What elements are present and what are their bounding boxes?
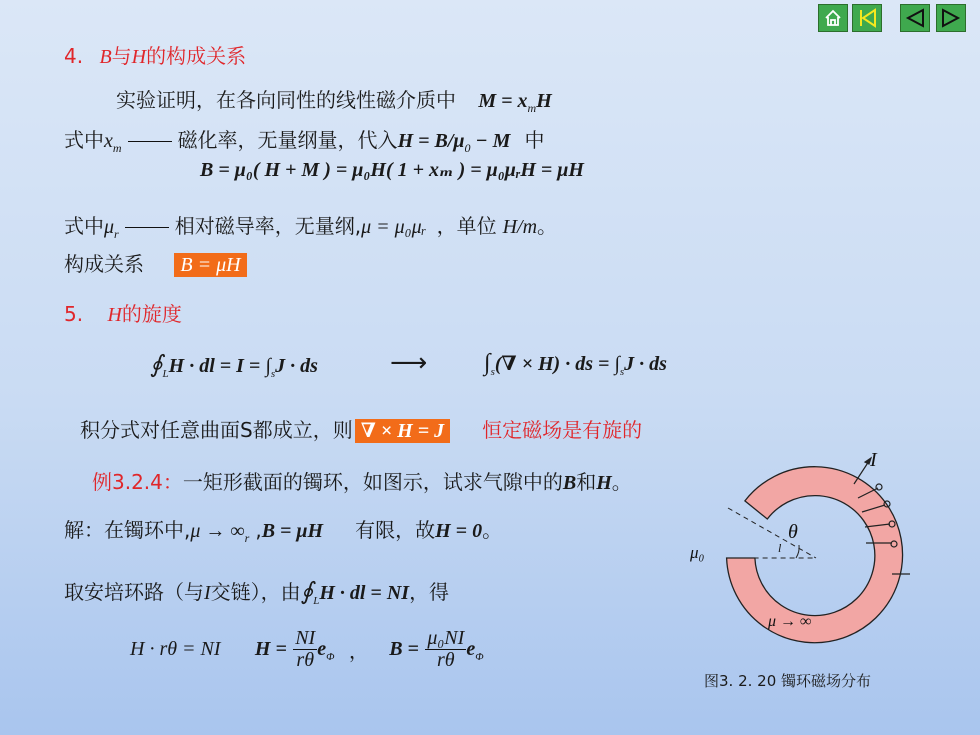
- text: 交链），由: [210, 580, 301, 604]
- subscript: L: [162, 368, 169, 380]
- text: ,: [255, 518, 262, 542]
- symbol-h: H: [131, 46, 147, 68]
- math: H: [596, 472, 612, 494]
- math: H = 0: [435, 520, 483, 542]
- text: 一矩形截面的镯环，如图示，试求气隙中的: [182, 470, 563, 494]
- line-relative-permeability: [64, 210, 557, 242]
- equation-b: B = μ₀( H + M ) = μ₀H( 1 + xₘ ) = μ₀μᵣH = μH: [200, 159, 584, 181]
- highlight-text: 恒定磁场是有旋的: [482, 418, 643, 442]
- unit: H/m: [502, 216, 538, 238]
- text: 构成关系: [64, 252, 144, 276]
- text: 中: [524, 128, 545, 152]
- symbol-h: H: [107, 304, 122, 326]
- fraction: [425, 628, 466, 671]
- curl-box: ∇ × H = J: [355, 419, 450, 443]
- text: 式中: [64, 128, 104, 152]
- dash-rule: [128, 141, 172, 142]
- numerator: NI: [295, 627, 316, 649]
- math: μ: [104, 216, 115, 238]
- text: 和: [576, 470, 597, 494]
- math: H: [536, 90, 552, 112]
- next-icon: [937, 5, 965, 31]
- mu0-label: μ₀: [690, 543, 705, 562]
- subscript: s: [270, 368, 276, 380]
- text: 取安培环路（与: [64, 580, 204, 604]
- subscript: Φ: [326, 651, 335, 663]
- solution-line-1: [64, 514, 502, 546]
- first-page-icon: [853, 5, 881, 31]
- mu-infinity-label: μ → ∞: [768, 613, 812, 630]
- math: J · ds: [624, 353, 667, 375]
- theta-label: θ: [788, 521, 798, 543]
- math: H · dl = NI: [319, 582, 410, 604]
- text: 解：在镯环中,: [64, 518, 191, 542]
- math: H =: [254, 638, 287, 660]
- home-icon: [819, 5, 847, 31]
- toroid-ring: [727, 467, 903, 643]
- text: 。: [611, 470, 632, 494]
- denominator: rθ: [296, 649, 315, 671]
- figure-caption: 图3. 2. 20 镯环磁场分布: [704, 672, 872, 690]
- subscript: L: [313, 595, 320, 607]
- text: 有限，故: [355, 518, 436, 542]
- current-label: I: [870, 449, 877, 471]
- solution-line-2: [64, 576, 449, 607]
- section-number: 5.: [64, 302, 84, 326]
- subscript: m: [112, 141, 122, 155]
- first-page-button[interactable]: [852, 4, 882, 32]
- heading-text: 与: [111, 44, 132, 68]
- constitutive-box: B = μH: [174, 253, 246, 277]
- subscript: Φ: [475, 651, 484, 663]
- numerator: μ₀NI: [427, 627, 465, 649]
- math: I: [204, 582, 211, 604]
- gap-length-label: l: [778, 541, 782, 555]
- example-label: 例3.2.4：: [92, 470, 183, 494]
- line-susceptibility: [64, 124, 544, 156]
- math: ∫: [484, 350, 491, 376]
- section-5-heading: [64, 298, 182, 327]
- math: H · dl = I = ∫: [168, 355, 271, 377]
- text: 磁化率，无量纲量，代入: [177, 128, 398, 152]
- final-equations: [130, 628, 484, 671]
- math: − M: [470, 130, 511, 152]
- text: 。: [482, 518, 503, 542]
- fraction: [293, 628, 317, 671]
- text: 积分式对任意曲面S都成立，则: [80, 418, 353, 442]
- separator: ，: [348, 639, 369, 663]
- math: ∮: [150, 352, 163, 378]
- subscript: s: [490, 366, 495, 378]
- curl-equation-right: [484, 350, 667, 378]
- text: 式中: [64, 214, 104, 238]
- section-4-heading: [64, 40, 246, 69]
- home-button[interactable]: [818, 4, 848, 32]
- math: M = x: [478, 90, 528, 112]
- math: B =: [389, 638, 419, 660]
- gap-dash-line: [728, 508, 816, 558]
- symbol-b: B: [99, 46, 112, 68]
- section-number: 4.: [64, 44, 84, 68]
- subscript: m: [527, 101, 537, 115]
- math: (∇ × H) · ds = ∫: [494, 353, 620, 375]
- math: H · rθ = NI: [130, 638, 221, 660]
- line-constitutive: [64, 248, 247, 277]
- line-curl: [80, 414, 642, 443]
- theta-arc: [796, 545, 799, 558]
- text: 实验证明，在各向同性的线性磁介质中: [116, 88, 456, 112]
- previous-button[interactable]: [900, 4, 930, 32]
- subscript: r: [114, 227, 119, 241]
- text: ，得: [409, 580, 450, 604]
- math: μ → ∞: [190, 520, 245, 542]
- heading-text: 的旋度: [121, 302, 182, 326]
- math: x: [104, 130, 113, 152]
- toroid-figure: [688, 440, 918, 670]
- math: H = B/μ: [397, 130, 465, 152]
- subscript: s: [619, 366, 625, 378]
- text: 。: [537, 214, 558, 238]
- next-button[interactable]: [936, 4, 966, 32]
- denominator: rθ: [437, 649, 455, 671]
- heading-text: 的构成关系: [146, 44, 247, 68]
- line-magnetization: [116, 84, 552, 116]
- curl-equation-left: [150, 350, 318, 380]
- math: ∮: [300, 579, 314, 605]
- subscript: r: [244, 531, 250, 545]
- math: e: [317, 638, 327, 660]
- math: J · ds: [275, 355, 318, 377]
- dash-rule: [125, 227, 169, 228]
- math: B: [562, 472, 577, 494]
- example-line: [92, 466, 632, 495]
- math: B = μH: [261, 520, 324, 542]
- subscript: 0: [464, 141, 471, 155]
- arrow: ⟶: [390, 348, 428, 378]
- text: ，单位: [436, 214, 497, 238]
- math: e: [466, 638, 476, 660]
- math: μ = μ₀μᵣ: [361, 216, 427, 238]
- previous-icon: [901, 5, 929, 31]
- text: 相对磁导率，无量纲,: [174, 214, 362, 238]
